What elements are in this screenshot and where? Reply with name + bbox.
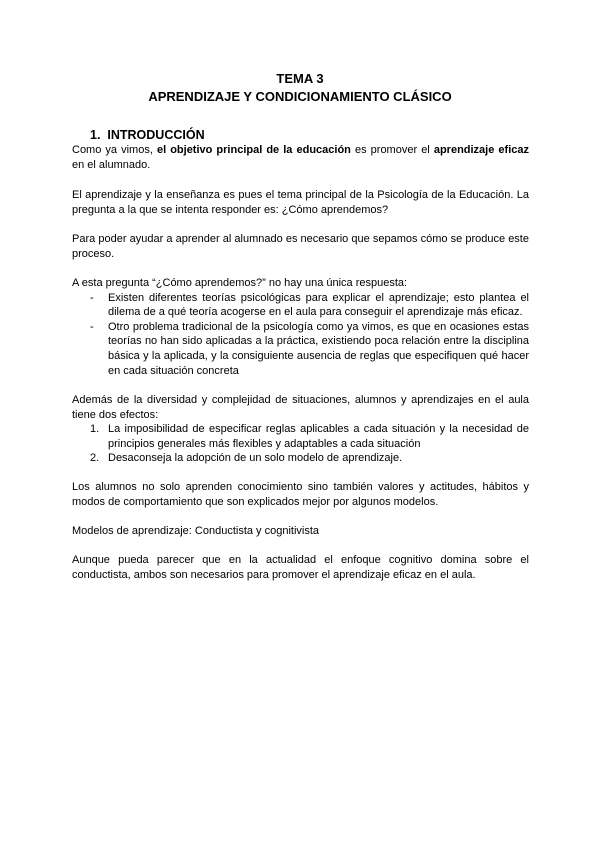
section-title: INTRODUCCIÓN (107, 128, 205, 142)
question-intro: A esta pregunta “¿Cómo aprendemos?” no hay una única respuesta: (72, 277, 408, 289)
section-number: 1. (90, 128, 101, 142)
list-item (72, 422, 529, 451)
paragraph-conclusion: Aunque pueda parecer que en la actualidad el enfoque cognitivo domina sobre el conductista, ambos son necesarios para promover el aprendizaje eficaz en el aula. (72, 554, 529, 581)
document-title: TEMA 3 (276, 71, 324, 86)
paragraph-topic: El aprendizaje y la enseñanza es pues el tema principal de la Psicología de la Educación. La pregunta a la que se intenta responder es: ¿Cómo aprendemos? (72, 189, 529, 216)
text: es promover el (350, 144, 434, 156)
list-item-text: Otro problema tradicional de la psicología como ya vimos, es que en ocasiones estas teorías no han sido aplicadas a la práctica, existiendo poca relación entre la disciplina básica y la aplicada, y la consiguiente ausencia de reglas que especifiquen qué hacer en cada situación concreta (108, 320, 529, 377)
bullet-marker: - (90, 320, 94, 333)
paragraph-process: Para poder ayudar a aprender al alumnado es necesario que sepamos cómo se produce este proceso. (72, 233, 529, 260)
paragraph-effects (72, 393, 529, 466)
list-item (72, 320, 529, 378)
bold-text: aprendizaje eficaz (433, 144, 529, 156)
list-item-text: Existen diferentes teorías psicológicas para explicar el aprendizaje; esto plantea el dilema de a qué teoría acogerse en el aula para conseguir el aprendizaje más eficaz. (108, 291, 529, 319)
section-heading (90, 128, 205, 143)
number-marker: 2. (90, 452, 100, 465)
effects-intro: Además de la diversidad y complejidad de situaciones, alumnos y aprendizajes en el aula tiene dos efectos: (72, 394, 529, 421)
list-item-text: Desaconseja la adopción de un solo modelo de aprendizaje. (108, 452, 403, 465)
list-item (72, 291, 529, 320)
list-item (72, 451, 529, 466)
paragraph-values: Los alumnos no solo aprenden conocimiento sino también valores y actitudes, hábitos y modos de comportamiento que son explicados mejor por algunos modelos. (72, 481, 529, 508)
bold-text: el objetivo principal de la educación (156, 144, 351, 156)
numbered-list (72, 422, 529, 466)
list-item-text: La imposibilidad de especificar reglas aplicables a cada situación y la necesidad de principios generales más flexibles y adaptables a cada situación (108, 423, 529, 450)
number-marker: 1. (90, 423, 100, 436)
bullet-list (72, 291, 529, 379)
text: Como ya vimos, (72, 144, 157, 156)
document-subtitle: APRENDIZAJE Y CONDICIONAMIENTO CLÁSICO (148, 89, 452, 104)
paragraph-models: Modelos de aprendizaje: Conductista y cognitivista (72, 525, 320, 537)
paragraph-question (72, 276, 529, 378)
paragraph-objective (72, 143, 529, 172)
bullet-marker: - (90, 291, 94, 304)
text: en el alumnado. (72, 158, 151, 171)
